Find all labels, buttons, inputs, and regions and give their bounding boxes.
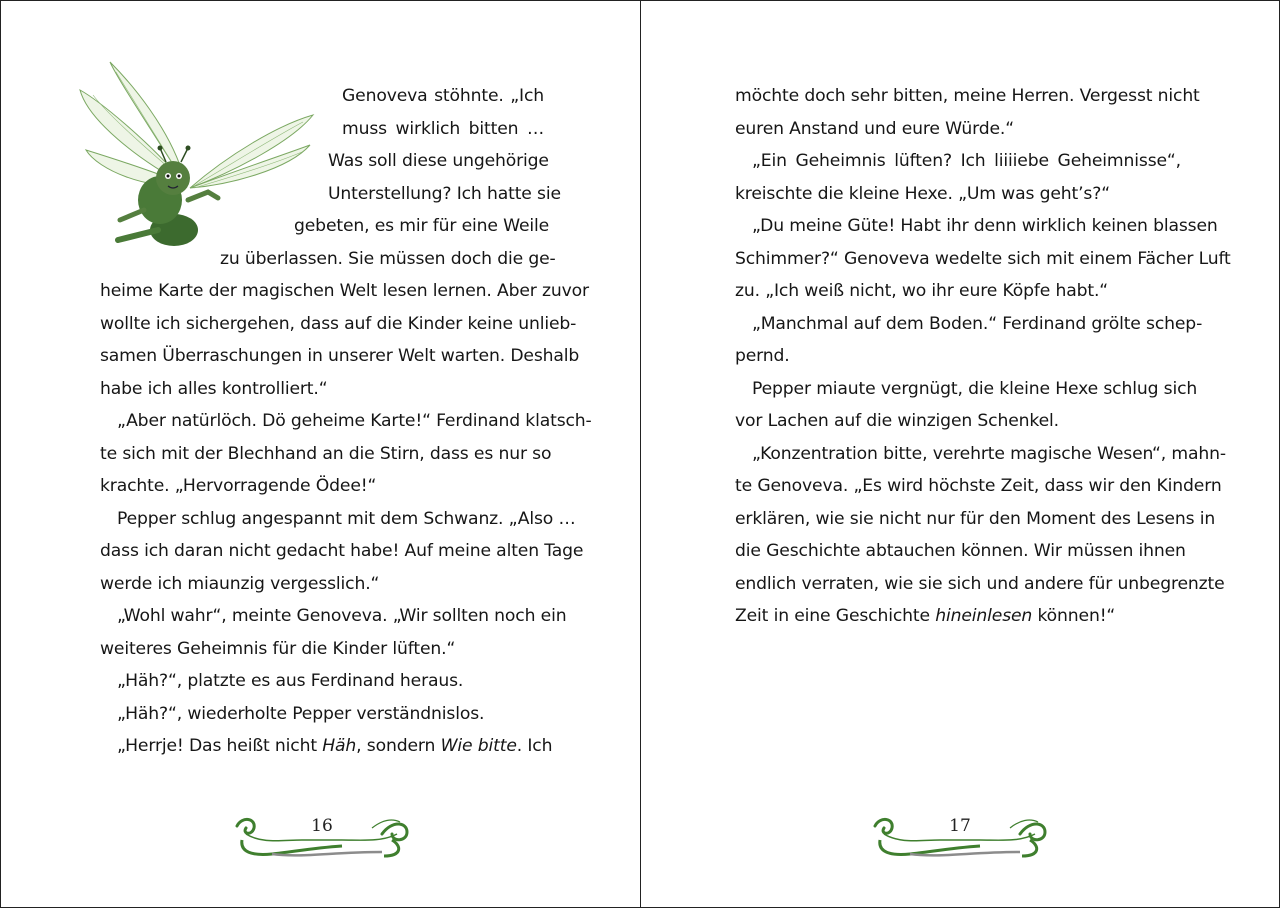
italic-segment: Wie bitte: [440, 736, 517, 756]
text-line: Pepper miaute vergnügt, die kleine Hexe schlug sich: [752, 378, 1198, 399]
page-number: 16: [311, 816, 333, 836]
text-line: te Genoveva. „Es wird höchste Zeit, dass wir den Kindern: [735, 476, 1222, 496]
page-number: 17: [949, 816, 971, 836]
text-line: Pepper schlug angespannt mit dem Schwanz. „Also …: [117, 508, 576, 529]
text-line: [735, 600, 1181, 633]
text-segment: , sondern: [356, 736, 441, 756]
text-line: „Du meine Güte! Habt ihr denn wirklich keinen blassen: [752, 216, 1218, 236]
text-segment: können!“: [1032, 606, 1116, 626]
text-line: kreischte die kleine Hexe. „Um was geht’s?“: [735, 183, 1110, 204]
text-line: möchte doch sehr bitten, meine Herren. Vergesst nicht: [735, 86, 1200, 106]
text-line: samen Überraschungen in unserer Welt warten. Deshalb: [100, 346, 580, 366]
text-line: „Konzentration bitte, verehrte magische Wesen“, mahn-: [752, 443, 1226, 464]
text-line: zu. „Ich weiß nicht, wo ihr eure Köpfe habt.“: [735, 281, 1109, 301]
text-line: „Manchmal auf dem Boden.“ Ferdinand grölte schep-: [752, 313, 1203, 334]
text-line: habe ich alles kontrolliert.“: [100, 378, 328, 399]
text-line: gebeten, es mir für eine Weile: [294, 216, 550, 236]
text-line: Was soll diese ungehörige: [328, 151, 549, 171]
text-segment: . Ich: [516, 736, 553, 756]
text-line: Unterstellung? Ich hatte sie: [328, 183, 561, 204]
left-page-text: [100, 80, 592, 763]
text-line: [100, 730, 553, 763]
page-number-ornament-left: [232, 812, 412, 862]
right-page-text: [735, 80, 1231, 633]
text-line: pernd.: [735, 346, 790, 366]
italic-segment: hineinlesen: [935, 606, 1033, 626]
text-line: krachte. „Hervorragende Ödee!“: [100, 476, 377, 496]
text-line: vor Lachen auf die winzigen Schenkel.: [735, 411, 1059, 431]
text-line: dass ich daran nicht gedacht habe! Auf meine alten Tage: [100, 541, 584, 561]
text-line: erklären, wie sie nicht nur für den Moment des Lesens in: [735, 508, 1216, 529]
italic-segment: Häh: [322, 736, 357, 756]
text-line: „Aber natürlöch. Dö geheime Karte!“ Ferdinand klatsch-: [117, 411, 592, 431]
text-line: heime Karte der magischen Welt lesen lernen. Aber zuvor: [100, 281, 589, 301]
text-line: Genoveva stöhnte. „Ich: [342, 86, 544, 106]
text-line: „Häh?“, platzte es aus Ferdinand heraus.: [117, 671, 464, 691]
text-line: te sich mit der Blechhand an die Stirn, dass es nur so: [100, 443, 552, 464]
text-segment: Zeit in eine Geschichte: [735, 606, 936, 626]
text-line: muss wirklich bitten …: [342, 118, 544, 139]
text-line: zu überlassen. Sie müssen doch die ge-: [220, 248, 556, 269]
text-segment: „Herrje! Das heißt nicht: [117, 736, 323, 756]
page-number-ornament-right: [870, 812, 1050, 862]
book-spine: [640, 0, 641, 908]
text-line: „Häh?“, wiederholte Pepper verständnislos.: [117, 703, 485, 724]
text-line: „Ein Geheimnis lüften? Ich liiiiebe Geheimnisse“,: [752, 151, 1181, 171]
text-line: weiteres Geheimnis für die Kinder lüften.“: [100, 638, 456, 659]
text-line: endlich verraten, wie sie sich und andere für unbegrenzte: [735, 573, 1225, 594]
text-line: wollte ich sichergehen, dass auf die Kinder keine unlieb-: [100, 313, 577, 334]
text-line: „Wohl wahr“, meinte Genoveva. „Wir sollten noch ein: [117, 606, 567, 626]
text-line: die Geschichte abtauchen können. Wir müssen ihnen: [735, 541, 1186, 561]
text-line: Schimmer?“ Genoveva wedelte sich mit einem Fächer Luft: [735, 248, 1231, 269]
text-line: euren Anstand und eure Würde.“: [735, 118, 1014, 139]
text-line: werde ich miaunzig vergesslich.“: [100, 573, 380, 594]
